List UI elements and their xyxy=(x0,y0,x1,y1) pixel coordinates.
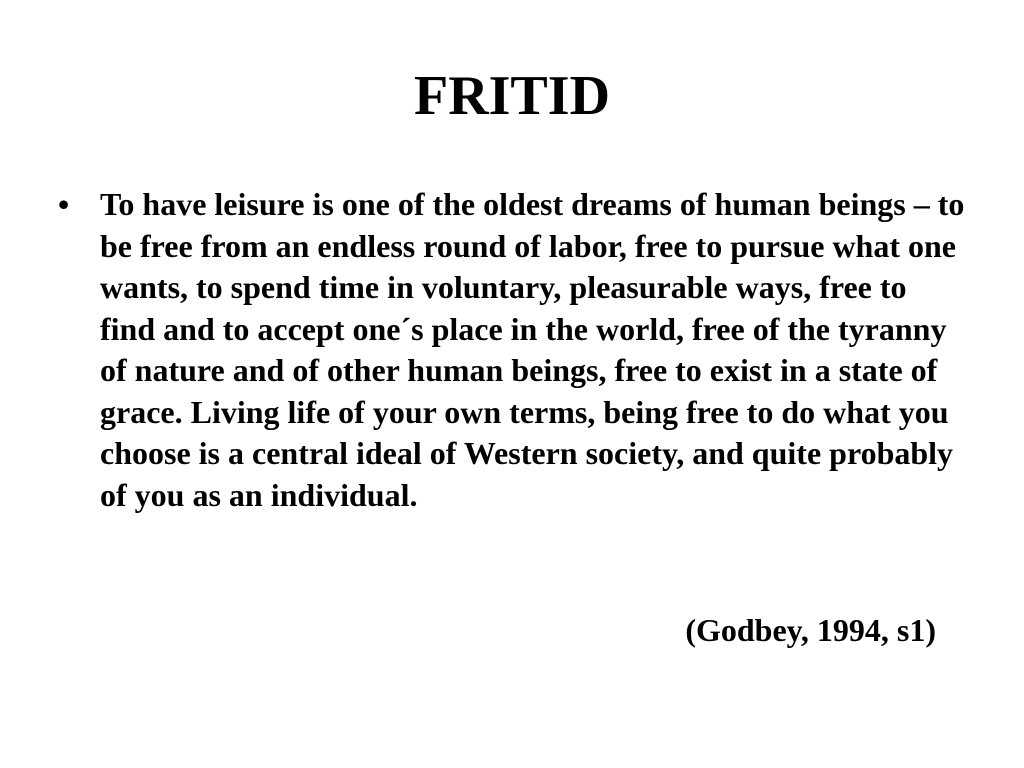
slide-body xyxy=(58,184,968,516)
bullet-item xyxy=(58,184,968,516)
citation: (Godbey, 1994, s1) xyxy=(685,612,936,648)
bullet-icon: • xyxy=(58,186,70,222)
slide-title: FRITID xyxy=(413,65,611,127)
quote-text: To have leisure is one of the oldest dreams of human beings – to be free from an endless round of labor, free to pursue what one wants, to spend time in voluntary, pleasurable ways, free to find and to accept one´s place in the world, free of the tyranny of nature and of other human beings, free to exist in a state of grace. Living life of your own terms, being free to do what you choose is a central ideal of Western society, and quite probably of you as an individual. xyxy=(100,186,965,513)
